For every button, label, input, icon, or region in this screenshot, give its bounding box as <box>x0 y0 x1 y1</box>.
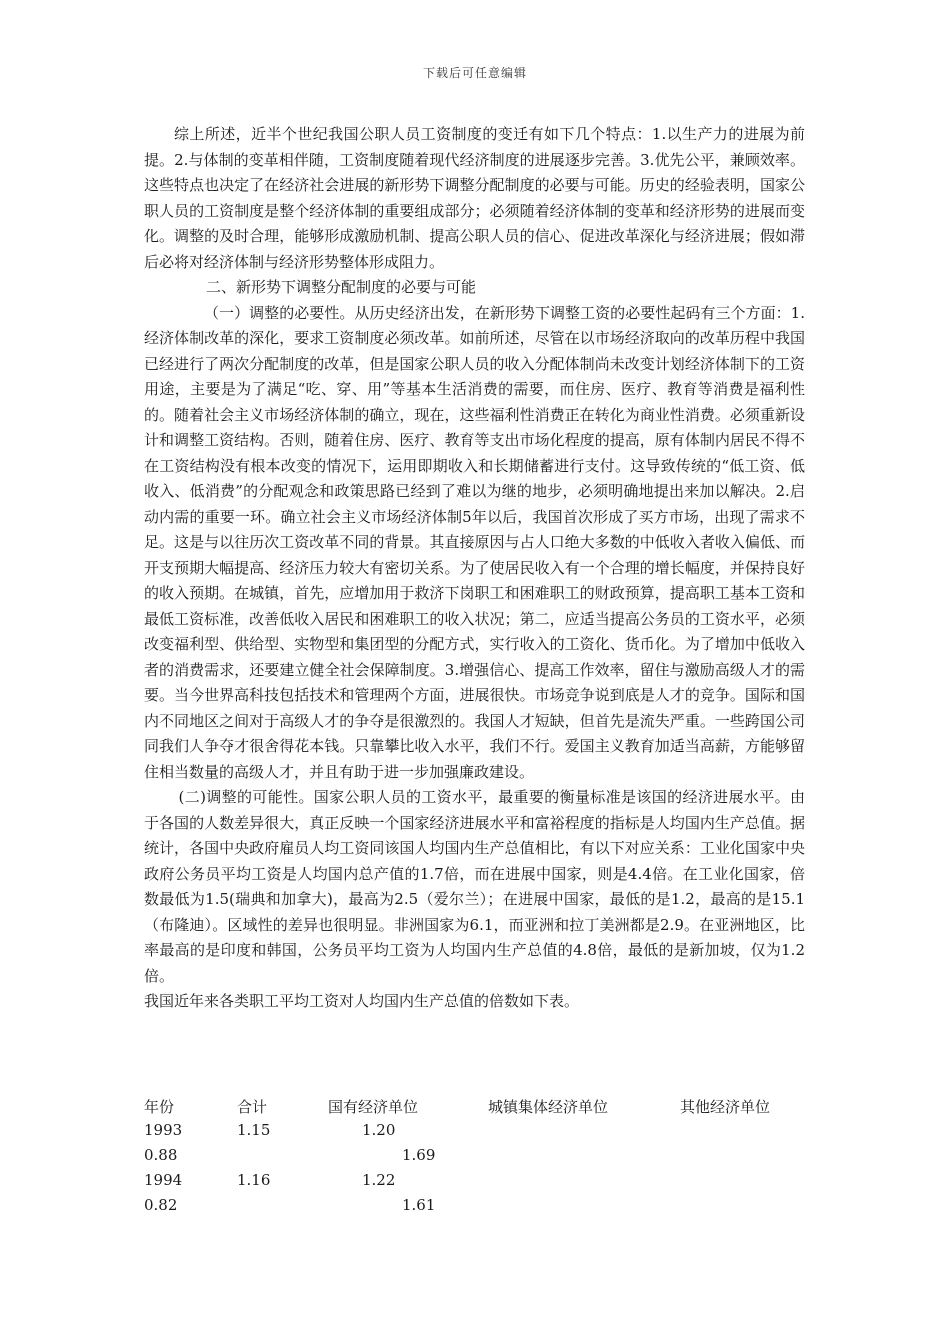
document-body <box>144 122 805 1015</box>
table-row <box>144 1196 844 1218</box>
table-cell: 1.20 <box>362 1121 396 1139</box>
table-row <box>144 1171 844 1193</box>
table-header-total: 合计 <box>237 1098 268 1116</box>
section-heading-2: 二、新形势下调整分配制度的必要与可能 <box>206 278 477 296</box>
paragraph-possibility: (二)调整的可能性。国家公职人员的工资水平，最重要的衡量标准是该国的经济进展水平。由于各国的人数差异很大，真正反映一个国家经济进展水平和富裕程度的指标是人均国内生产总值。据统计，各国中央政府雇员人均工资同该国人均国内生产总值相比，有以下对应关系：工业化国家中央政府公务员平均工资是人均国内总产值的1.7倍，而在进展中国家，则是4.4倍。在工业化国家，倍数最低为1.5(瑞典和加拿大)，最高为2.5（爱尔兰）；在进展中国家，最低的是1.2，最高的是15.1（布隆迪）。区域性的差异也很明显。非洲国家为6.1，而亚洲和拉丁美洲都是2.9。在亚洲地区，比率最高的是印度和韩国，公务员平均工资为人均国内生产总值的4.8倍，最低的是新加坡，仅为1.2倍。 <box>144 788 805 985</box>
table-cell: 1.16 <box>237 1171 271 1189</box>
table-header-urban-collective: 城镇集体经济单位 <box>488 1098 609 1116</box>
table-header-other: 其他经济单位 <box>680 1098 771 1116</box>
table-cell: 1.15 <box>237 1121 271 1139</box>
table-cell: 1993 <box>144 1121 183 1139</box>
table-row <box>144 1146 844 1168</box>
table-header-row <box>144 1096 844 1118</box>
table-row <box>144 1121 844 1143</box>
paragraph-necessity: （一）调整的必要性。从历史经济出发，在新形势下调整工资的必要性起码有三个方面：1.经济体制改革的深化，要求工资制度必须改革。如前所述，尽管在以市场经济取向的改革历程中我国已经进行了两次分配制度的改革，但是国家公职人员的收入分配体制尚未改变计划经济体制下的工资用途，主要是为了满足“吃、穿、用”等基本生活消费的需要，而住房、医疗、教育等消费是福利性的。随着社会主义市场经济体制的确立，现在，这些福利性消费正在转化为商业性消费。必须重新设计和调整工资结构。否则，随着住房、医疗、教育等支出市场化程度的提高，原有体制内居民不得不在工资结构没有根本改变的情况下，运用即期收入和长期储蓄进行支付。这导致传统的“低工资、低收入、低消费”的分配观念和政策思路已经到了难以为继的地步，必须明确地提出来加以解决。2.启动内需的重要一环。确立社会主义市场经济体制5年以后，我国首次形成了买方市场，出现了需求不足。这是与以往历次工资改革不同的背景。其直接原因与占人口绝大多数的中低收入者收入偏低、而开支预期大幅提高、经济压力较大有密切关系。为了使居民收入有一个合理的增长幅度，并保持良好的收入预期。在城镇，首先，应增加用于救济下岗职工和困难职工的财政预算，提高职工基本工资和最低工资标准，改善低收入居民和困难职工的收入状况；第二，应适当提高公务员的工资水平，必须改变福利型、供给型、实物型和集团型的分配方式，实行收入的工资化、货币化。为了增加中低收入者的消费需求，还要建立健全社会保障制度。3.增强信心、提高工作效率，留住与激励高级人才的需要。当今世界高科技包括技术和管理两个方面，进展很快。市场竞争说到底是人才的竞争。国际和国内不同地区之间对于高级人才的争夺是很激烈的。我国人才短缺，但首先是流失严重。一些跨国公司同我们人争夺才很舍得花本钱。只靠攀比收入水平，我们不行。爱国主义教育加适当高薪，方能够留住相当数量的高级人才，并且有助于进一步加强廉政建设。 <box>144 303 805 781</box>
table-cell: 1.22 <box>362 1171 396 1189</box>
paragraph-table-intro: 我国近年来各类职工平均工资对人均国内生产总值的倍数如下表。 <box>144 992 580 1010</box>
page-header: 下载后可任意编辑 <box>422 66 527 80</box>
table-cell: 1994 <box>144 1171 183 1189</box>
paragraph-summary: 综上所述，近半个世纪我国公职人员工资制度的变迁有如下几个特点：1.以生产力的进展为前提。2.与体制的变革相伴随，工资制度随着现代经济制度的进展逐步完善。3.优先公平，兼顾效率。这些特点也决定了在经济社会进展的新形势下调整分配制度的必要与可能。历史的经验表明，国家公职人员的工资制度是整个经济体制的重要组成部分；必须随着经济体制的变革和经济形势的进展而变化。调整的及时合理，能够形成激励机制、提高公职人员的信心、促进改革深化与经济进展；假如滞后必将对经济体制与经济形势整体形成阻力。 <box>144 125 805 271</box>
table-cell: 0.82 <box>144 1196 178 1214</box>
table-header-year: 年份 <box>144 1098 175 1116</box>
table-cell: 0.88 <box>144 1146 178 1164</box>
table-header-state-owned: 国有经济单位 <box>328 1098 419 1116</box>
table-cell: 1.69 <box>402 1146 436 1164</box>
table-cell: 1.61 <box>402 1196 436 1214</box>
